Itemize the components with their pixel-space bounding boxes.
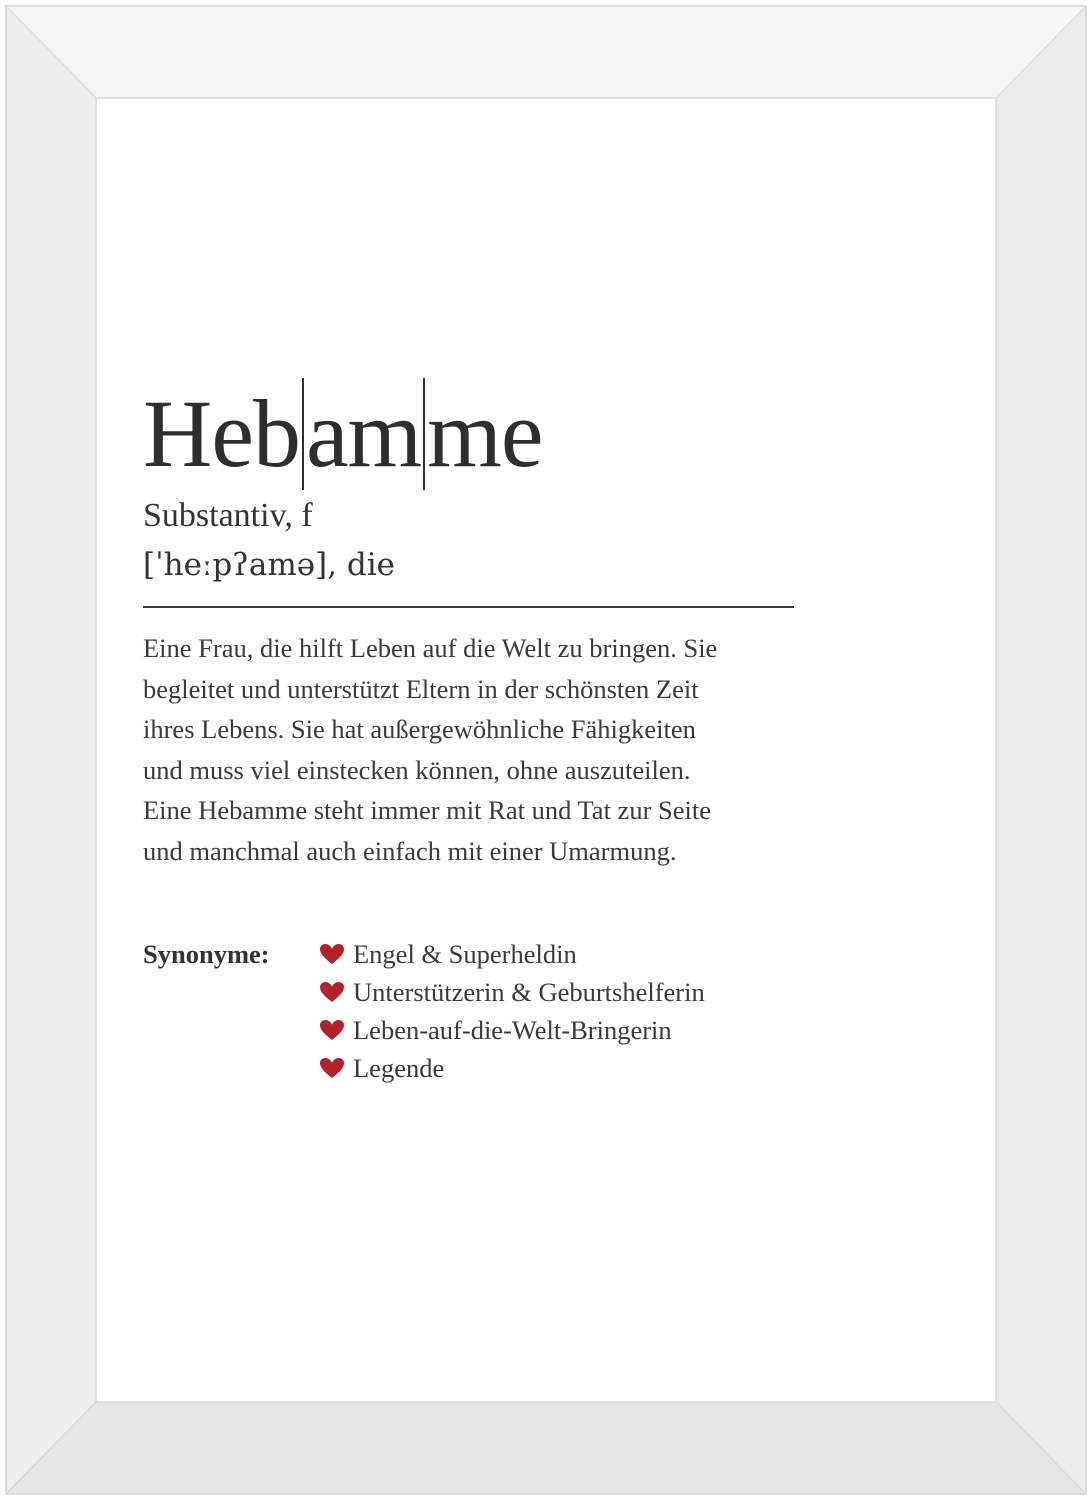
- definition-card: [143, 378, 803, 1087]
- frame-right: [996, 6, 1086, 1494]
- frame-bottom: [6, 1402, 1086, 1494]
- syllable-divider: [423, 378, 425, 490]
- definition-line: ihres Lebens. Sie hat außergewöhnliche Fähigkeiten: [143, 714, 696, 744]
- synonym-text: Legende: [353, 1052, 445, 1083]
- synonyms-section: [143, 935, 803, 1087]
- synonym-text: Unterstützerin & Geburtshelferin: [353, 976, 705, 1007]
- synonym-text: Engel & Superheldin: [353, 938, 577, 969]
- pronunciation: [ˈheːpʔamə], die: [143, 547, 395, 583]
- synonym-text: Leben-auf-die-Welt-Bringerin: [353, 1014, 672, 1045]
- frame-left: [6, 6, 96, 1494]
- definition-text: [143, 628, 803, 871]
- definition-line: Eine Frau, die hilft Leben auf die Welt zu bringen. Sie: [143, 633, 718, 663]
- synonym-item: [319, 1049, 705, 1087]
- headword-syllable: Heb: [143, 380, 300, 487]
- heart-icon: [319, 943, 345, 965]
- synonym-item: [319, 973, 705, 1011]
- syllable-divider: [302, 378, 304, 490]
- heart-icon: [319, 1057, 345, 1079]
- synonyms-list: [319, 935, 705, 1087]
- headword: [143, 378, 803, 488]
- heart-icon: [319, 981, 345, 1003]
- definition-line: Eine Hebamme steht immer mit Rat und Tat zur Seite: [143, 795, 712, 825]
- headword-syllable: am: [305, 380, 422, 487]
- definition-line: und muss viel einstecken können, ohne auszuteilen.: [143, 754, 691, 785]
- heart-icon: [319, 1019, 345, 1041]
- synonym-item: [319, 1011, 705, 1049]
- synonym-item: [319, 935, 705, 973]
- part-of-speech: Substantiv, f: [143, 497, 313, 534]
- definition-line: und manchmal auch einfach mit einer Umarmung.: [143, 835, 677, 866]
- synonyms-label: Synonyme:: [143, 939, 270, 969]
- frame-top: [6, 6, 1086, 98]
- definition-line: begleitet und unterstützt Eltern in der schönsten Zeit: [143, 673, 699, 704]
- divider-rule: [143, 606, 794, 608]
- headword-syllable: me: [427, 380, 543, 487]
